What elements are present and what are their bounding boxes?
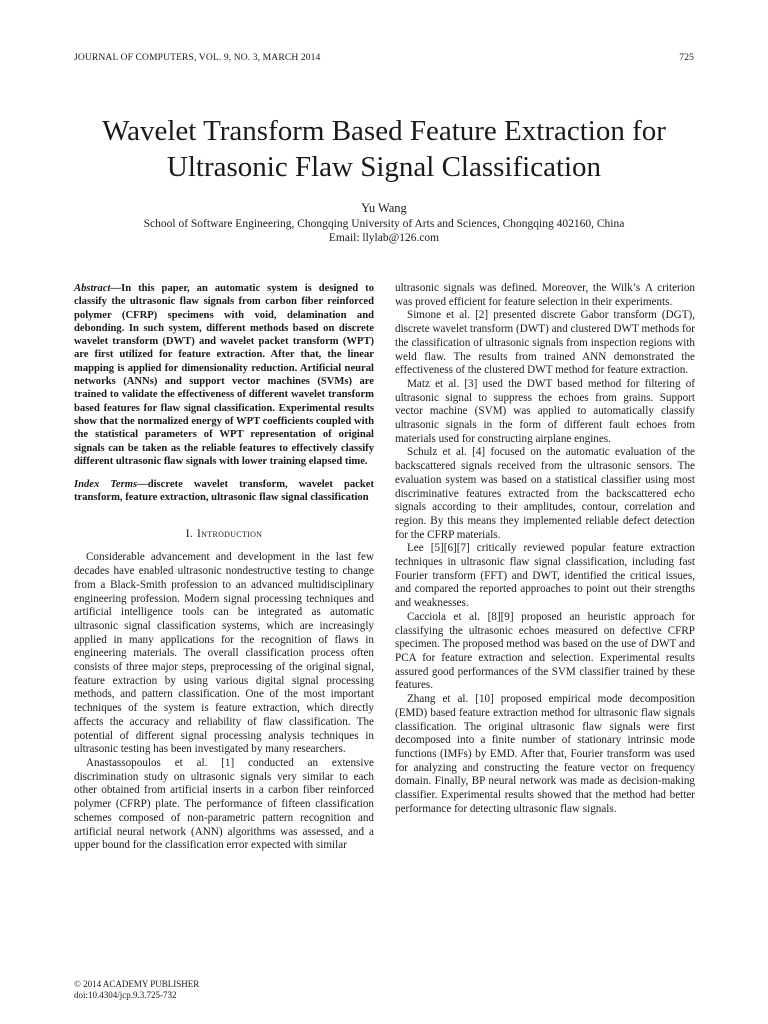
body-paragraph: Matz et al. [3] used the DWT based method for filtering of ultrasonic signal to suppress the echoes from grains. Support vector machine (SVM) was applied to automatically classify ultrasonic signals in the form of different fault echoes from materials used for constructing airplane engines. [395,377,695,445]
body-paragraph: Cacciola et al. [8][9] proposed an heuristic approach for classifying the ultrasonic echoes measured on defective CFRP specimen. The proposed method was based on the use of DWT and PCA for feature extraction and selection. Experimental results assured good performances of the SVM classifier trained by these features. [395,610,695,692]
abstract [74,282,374,468]
author-name: Yu Wang [361,201,407,215]
body-paragraph: Schulz et al. [4] focused on the automatic evaluation of the backscattered signals received from the ultrasonic sensors. The evaluation system was based on a statistical classifier using most discriminative features extracted from the backscattered echo signals according to their amplitudes, contour, correlation and region. By this means they implemented reliable defect detection for the CFRP materials. [395,446,695,541]
index-terms-lead: Index Terms [74,479,138,491]
body-paragraph: Anastassopoulos et al. [1] conducted an extensive discrimination study on ultrasonic signals very similar to each other obtained from artificial inserts in a carbon fiber reinforced polymer (CFRP) plate. The performance of fifteen classification schemes composed of non-parametric pattern recognition and artificial neural network (ANN) algorithms was assessed, and a upper bound for the classification error expected with similar [74,757,374,852]
author-email: Email: llylab@126.com [328,232,440,244]
body-paragraph: Considerable advancement and development in the last few decades have enabled ultrasonic nondestructive testing to change from a Black-Smith profession to an advanced multidisciplinary engineering profession. Modern signal processing techniques and artificial intelligence tools can be integrated as automatic ultrasonic signal classification systems, which are increasingly applied in many applications for the recognition of flaws in engineering materials. The overall classification process often consists of three major steps, preprocessing of the original signal, feature extraction by using various digital signal processing methods, and pattern classification. One of the most important techniques of the system is feature extraction, which directly affects the accuracy and reliability of flaw classification. The potential of different signal processing analysis techniques in ultrasonic testing has been investigated by many researchers. [74,551,374,756]
section-heading-introduction [74,528,374,542]
author-affiliation: School of Software Engineering, Chongqing University of Arts and Sciences, Chongqing 402160, China [143,218,625,230]
paper-title [40,113,728,185]
title-line-2: Ultrasonic Flaw Signal Classification [166,151,602,183]
body-paragraph: Zhang et al. [10] proposed empirical mode decomposition (EMD) based feature extraction method for ultrasonic flaw signals classification. The original ultrasonic flaw signals were first decomposed into a finite number of stationary intrinsic mode functions (IMFs) by EMD. After that, Fourier transform was used for analyzing and constructing the feature vector on frequency domain. Finally, BP neural network was made as decision-making classifier. Experimental results showed that the method had better performance for detecting ultrasonic flaw signals. [395,693,695,815]
copyright-notice: © 2014 ACADEMY PUBLISHER [74,979,200,989]
left-column [74,282,374,853]
body-paragraph-continued: ultrasonic signals was defined. Moreover, the Wilk’s Λ criterion was proved efficient for feature selection in their experiments. [395,282,695,308]
page-footer [74,979,199,1001]
right-column [395,282,695,816]
index-terms-text: discrete wavelet transform, wavelet packet transform, feature extraction, ultrasonic flaw signal classification [74,479,374,504]
index-terms [74,478,374,505]
journal-name: JOURNAL OF COMPUTERS, VOL. 9, NO. 3, MARCH 2014 [74,52,321,63]
body-paragraph: Simone et al. [2] presented discrete Gabor transform (DGT), discrete wavelet transform (DWT) and clustered DWT methods for the classification of ultrasonic signals from inspection regions with weld flaw. The results from trained ANN demonstrated the effectiveness of the clustered DWT method for feature extraction. [395,309,695,377]
doi: doi:10.4304/jcp.9.3.725-732 [74,990,177,1000]
abstract-lead: Abstract [74,283,111,294]
section-number: I. [185,527,194,540]
body-paragraph: Lee [5][6][7] critically reviewed popular feature extraction techniques in ultrasonic flaw signal classification, including fast Fourier transform (FFT) and DWT, identified the critical issues, and compared the reported approaches to point out their strengths and weaknesses. [395,542,695,610]
page-number: 725 [679,52,694,63]
index-terms-dash: — [137,479,148,491]
abstract-text: In this paper, an automatic system is designed to classify the ultrasonic flaw signals from carbon fiber reinforced polymer (CFRP) specimens with void, delamination and debonding. In such system, different methods based on discrete wavelet transform (DWT) and wavelet packet transform (WPT) are first utilized for feature extraction. After that, the linear mapping is applied for dimensionality reduction. Artificial neural networks (ANNs) and support vector machines (SVMs) are trained to validate the effectiveness of different wavelet transform based features for flaw signal classification. Experimental results show that the normalized energy of WPT coefficients coupled with the statistical parameters of WPT representation of original signals can be taken as the reliable features to effectively classify different ultrasonic flaw signals with lower training elapsed time. [74,283,374,467]
abstract-dash: — [110,283,122,294]
title-line-1: Wavelet Transform Based Feature Extraction for [102,115,666,147]
section-title: Introduction [197,527,263,540]
